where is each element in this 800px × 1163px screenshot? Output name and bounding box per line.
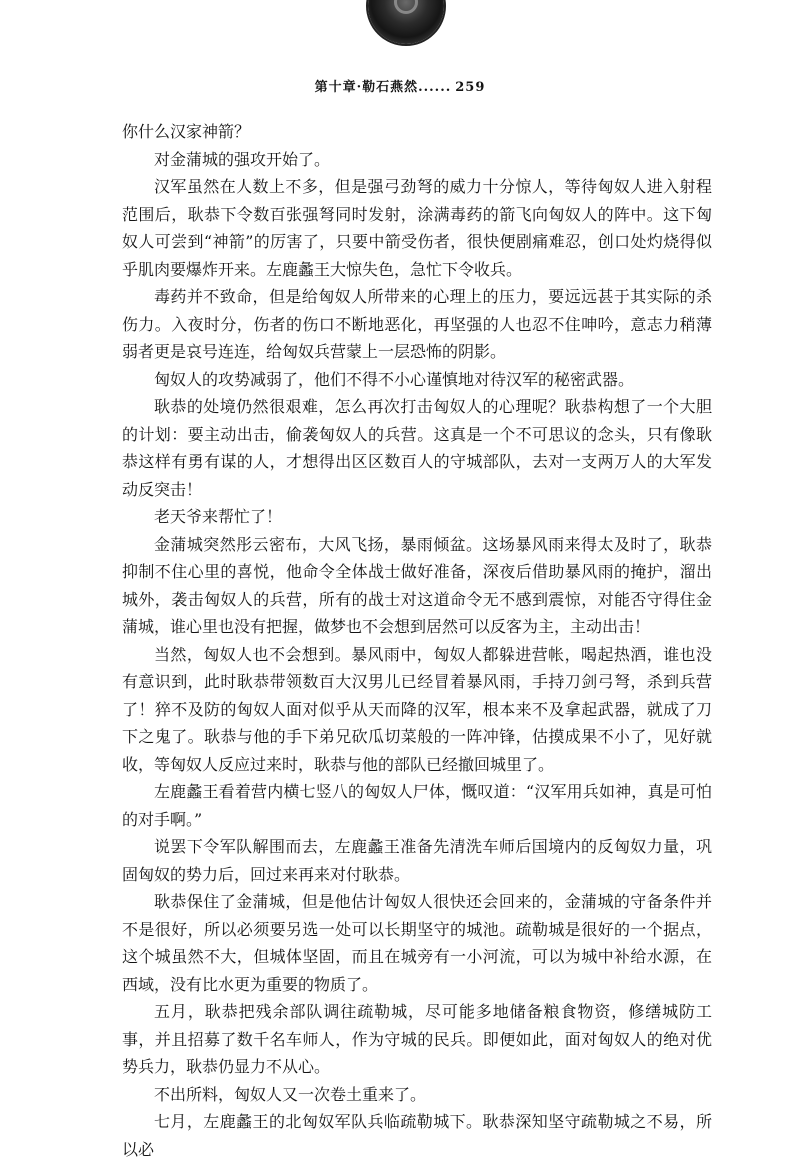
paragraph: 你什么汉家神箭？: [122, 122, 251, 141]
page-number: 259: [455, 80, 486, 95]
paragraph: 老天爷来帮忙了！: [154, 507, 283, 526]
paragraph: 耿恭的处境仍然很艰难，怎么再次打击匈奴人的心理呢？耿恭构想了一个大胆的计划：要主动出击，偷袭匈奴人的兵营。这真是一个不可思议的念头，只有像耿恭这样有勇有谋的人，才想得出区区数百人的守城部队，去对一支两万人的大军发动反突击！: [122, 397, 712, 499]
chapter-title: 第十章·勒石燕然......: [314, 80, 452, 95]
paragraph: 匈奴人的攻势减弱了，他们不得不小心谨慎地对待汉军的秘密武器。: [154, 369, 635, 389]
paragraph: 汉军虽然在人数上不多，但是强弓劲弩的威力十分惊人，等待匈奴人进入射程范围后，耿恭下令数百张强弩同时发射，涂满毒药的箭飞向匈奴人的阵中。这下匈奴人可尝到“神箭”的厉害了，只要中箭受伤者，很快便剧痛难忍，创口处灼烧得似乎肌肉要爆炸开来。左鹿蠡王大惊失色，急忙下令收兵。: [122, 177, 712, 279]
paragraph: 当然，匈奴人也不会想到。暴风雨中，匈奴人都躲进营帐，喝起热酒，谁也没有意识到，此时耿恭带领数百大汉男儿已经冒着暴风雨，手持刀剑弓弩，杀到兵营了！猝不及防的匈奴人面对似乎从天而降的汉军，根本来不及拿起武器，就成了刀下之鬼了。耿恭与他的手下弟兄砍瓜切菜般的一阵冲锋，估摸成果不小了，见好就收，等匈奴人反应过来时，耿恭与他的部队已经撤回城里了。: [122, 644, 712, 774]
paragraph: 毒药并不致命，但是给匈奴人所带来的心理上的压力，要远远甚于其实际的杀伤力。入夜时分，伤者的伤口不断地恶化，再坚强的人也忍不住呻吟，意志力稍薄弱者更是哀号连连，给匈奴兵营蒙上一层恐怖的阴影。: [122, 287, 712, 361]
paragraph: 不出所料，匈奴人又一次卷土重来了。: [154, 1084, 427, 1104]
paragraph: 左鹿蠡王看着营内横七竖八的匈奴人尸体，慨叹道：“汉军用兵如神，真是可怕的对手啊。”: [122, 782, 712, 829]
paragraph: 对金蒲城的强攻开始了。: [154, 149, 331, 169]
paragraph: 七月，左鹿蠡王的北匈奴军队兵临疏勒城下。耿恭深知坚守疏勒城之不易，所以必: [122, 1112, 712, 1159]
paragraph: 五月，耿恭把残余部队调往疏勒城，尽可能多地储备粮食物资，修缮城防工事，并且招募了数千名车师人，作为守城的民兵。即便如此，面对匈奴人的绝对优势兵力，耿恭仍显力不从心。: [122, 1002, 712, 1076]
circular-seal-icon: [368, 0, 444, 44]
body-text: [122, 118, 712, 1163]
paragraph: 说罢下令军队解围而去，左鹿蠡王准备先清洗车师后国境内的反匈奴力量，巩固匈奴的势力后，回过来再来对付耿恭。: [122, 837, 712, 884]
paragraph: 金蒲城突然彤云密布，大风飞扬，暴雨倾盆。这场暴风雨来得太及时了，耿恭抑制不住心里的喜悦，他命令全体战士做好准备，深夜后借助暴风雨的掩护，溜出城外，袭击匈奴人的兵营，所有的战士对这道命令无不感到震惊，对能否守得住金蒲城，谁心里也没有把握，做梦也不会想到居然可以反客为主，主动出击！: [122, 534, 712, 636]
running-header: [0, 76, 800, 95]
paragraph: 耿恭保住了金蒲城，但是他估计匈奴人很快还会回来的，金蒲城的守备条件并不是很好，所以必须要另选一处可以长期坚守的城池。疏勒城是很好的一个据点，这个城虽然不大，但城体坚固，而且在城旁有一小河流，可以为城中补给水源，在西域，没有比水更为重要的物质了。: [122, 892, 712, 994]
